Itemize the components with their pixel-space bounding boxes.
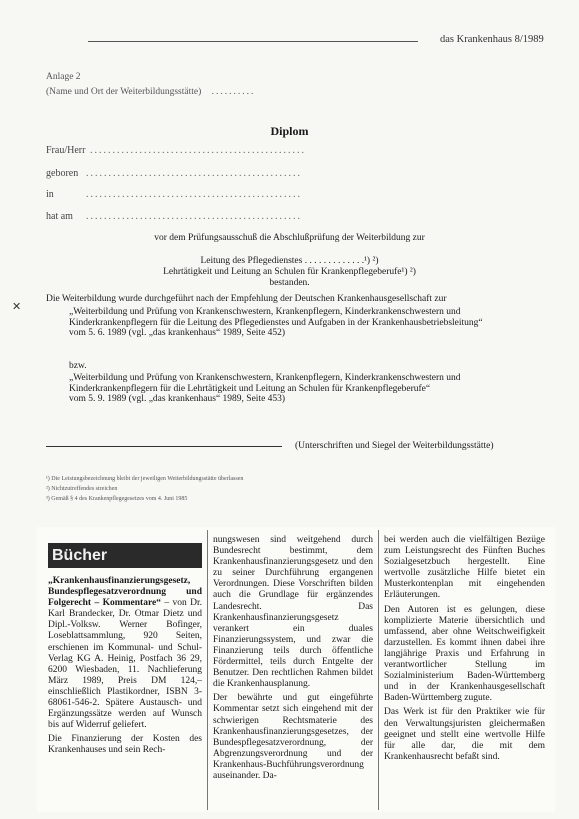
recommendation-2-date: vom 5. 9. 1989 (vgl. „das krankenhaus“ 1989, Seite 453) (69, 394, 286, 405)
field-name (46, 145, 306, 156)
review-column-2-p2: Der bewährte und gut eingeführte Kommentar setzt sich eingehend mit der schwierigen Rechtsmaterie des Krankenhausfinanzierungsgesetzes, der Bundespflegesatzverordnung, der Abgrenzungsverordnung und der Krankenhaus-Buchführungsverordnung auseinander. Da- (213, 693, 373, 781)
recommendation-2 (69, 373, 547, 405)
column-divider-2 (378, 530, 379, 810)
signature-line (46, 446, 282, 447)
field-date-label: hat am (46, 211, 73, 222)
annex-label: Anlage 2 (46, 72, 81, 82)
header-journal-issue: das Krankenhaus 8/1989 (440, 34, 544, 45)
review-column-1-text: Die Finanzierung der Kosten des Krankenhauses und sein Rech- (48, 734, 202, 756)
diploma-title: Diplom (270, 124, 309, 138)
option-nursing-management: Leitung des Pflegedienstes . . . . . . . . . . . . .¹) ²) (200, 256, 379, 266)
or-label: bzw. (69, 361, 87, 371)
recommendation-1-date: vom 5. 6. 1989 (vgl. „das krankenhaus“ 1989, Seite 452) (69, 328, 286, 339)
field-born-dots: ................................................ (86, 168, 302, 179)
review-column-3-p3: Das Werk ist für den Praktiker wie für den Verwaltungsjuristen gleichermaßen geeignet und stellt eine wertvolle Hilfe für alle dar, die mit dem Krankenhausrecht befaßt sind. (384, 707, 545, 762)
recommendation-1-title: „Weiterbildung und Prüfung von Krankenschwestern, Krankenpflegern, Kinderkrankenschwestern und Kinderkrankenpflegern für die Leitung des Pflegedienstes und Aufgaben in der Krankenhausbetriebsleitung“ (69, 307, 483, 328)
field-date-dots: ................................................ (86, 211, 302, 222)
institution-label (46, 87, 255, 97)
option-teaching: Lehrtätigkeit und Leitung an Schulen für Krankenpflegeberufe¹) ²) (163, 267, 416, 277)
review-column-2 (213, 535, 373, 785)
review-column-3 (384, 535, 545, 766)
field-born-label: geboren (46, 168, 79, 179)
column-divider-1 (207, 530, 208, 810)
books-heading: Bücher (48, 543, 202, 568)
field-name-dots: ................................................ (90, 145, 306, 156)
field-place (46, 189, 302, 200)
footnote-2: ²) Nichtzutreffendes streichen (46, 486, 118, 492)
book-title: „Krankenhausfinanzierungsgesetz, Bundespflegesatzverordnung und Folgerecht – Kommentare“ (48, 576, 202, 609)
field-date (46, 211, 302, 222)
recommendation-1 (69, 307, 547, 339)
exam-sentence: vor dem Prüfungsausschuß die Abschlußprüfung der Weiterbildung zur (154, 233, 425, 243)
review-column-3-p1: bei werden auch die vielfältigen Bezüge zum Leistungsrecht des Fünften Buches Sozialgesetzbuch hergestellt. Eine wertvolle zusätzliche Hilfe bietet ein Musterkontenplan mit eingehenden Erläuterungen. (384, 535, 545, 601)
institution-dots: .......... (211, 87, 256, 97)
passed-label: bestanden. (269, 278, 310, 288)
signature-label: (Unterschriften und Siegel der Weiterbildungsstätte) (295, 441, 494, 451)
margin-mark: ✕ (12, 301, 22, 313)
review-column-1 (48, 576, 202, 760)
book-details: – von Dr. Karl Brandecker, Dr. Otmar Dietz und Dipl.-Volksw. Werner Bofinger, Loseblattsammlung, 920 Seiten, erschienen im Kommunal- und Schul-Verlag KG A. Heinig, Postfach 36 29, 6200 Wiesbaden, 11. Nachlieferung März 1989, Preis DM 124,– einschließlich Plastikordner, ISBN 3-68061-546-2. Spätere Austausch- und Ergänzungssätze werden auf Wunsch bis auf Widerruf geliefert. (48, 598, 203, 731)
footnote-1: ¹) Die Leistungsbezeichnung bleibt der jeweiligen Weiterbildungsstätte überlassen (46, 476, 244, 482)
intro-text: Die Weiterbildung wurde durchgeführt nach der Empfehlung der Deutschen Krankenhausgesellschaft zur (46, 294, 447, 304)
field-born (46, 168, 302, 179)
field-place-dots: ................................................ (86, 189, 302, 200)
review-column-2-p1: nungswesen sind weitgehend durch Bundesrecht bestimmt, dem Krankenhausfinanzierungsgesetz und den zu seiner Durchführung ergangenen Verordnungen. Diese Vorschriften bilden auch die Grundlage für ergänzendes Landesrecht. Das Krankenhausfinanzierungsgesetz verankert ein duales Finanzierungssystem, und zwar die Finanzierung teils durch öffentliche Fördermittel, teils durch Entgelte der Benutzer. Den rechtlichen Rahmen bildet die Krankenhausplanung. (213, 535, 373, 690)
recommendation-2-title: „Weiterbildung und Prüfung von Krankenschwestern, Krankenpflegern, Kinderkrankenschwestern und Kinderkrankenpflegern für die Lehrtätigkeit und Leitung an Schulen für Krankenpflegeberufe“ (69, 373, 461, 394)
field-name-label: Frau/Herr (46, 145, 86, 156)
field-place-label: in (46, 189, 54, 200)
footnote-3: ³) Gemäß § 4 des Krankenpflegegesetzes vom 4. Juni 1985 (46, 496, 188, 502)
review-column-3-p2: Den Autoren ist es gelungen, diese komplizierte Materie übersichtlich und umfassend, aber ohne Weitschweifigkeit darzustellen. Es kommt ihnen dabei ihre langjährige Praxis und Erfahrung in verantwortlicher Stellung im Sozialministerium Baden-Württemberg und in der Krankenhausgesellschaft Baden-Württemberg zugute. (384, 604, 545, 704)
header-rule (88, 41, 418, 42)
institution-label-text: (Name und Ort der Weiterbildungsstätte) (46, 87, 202, 97)
